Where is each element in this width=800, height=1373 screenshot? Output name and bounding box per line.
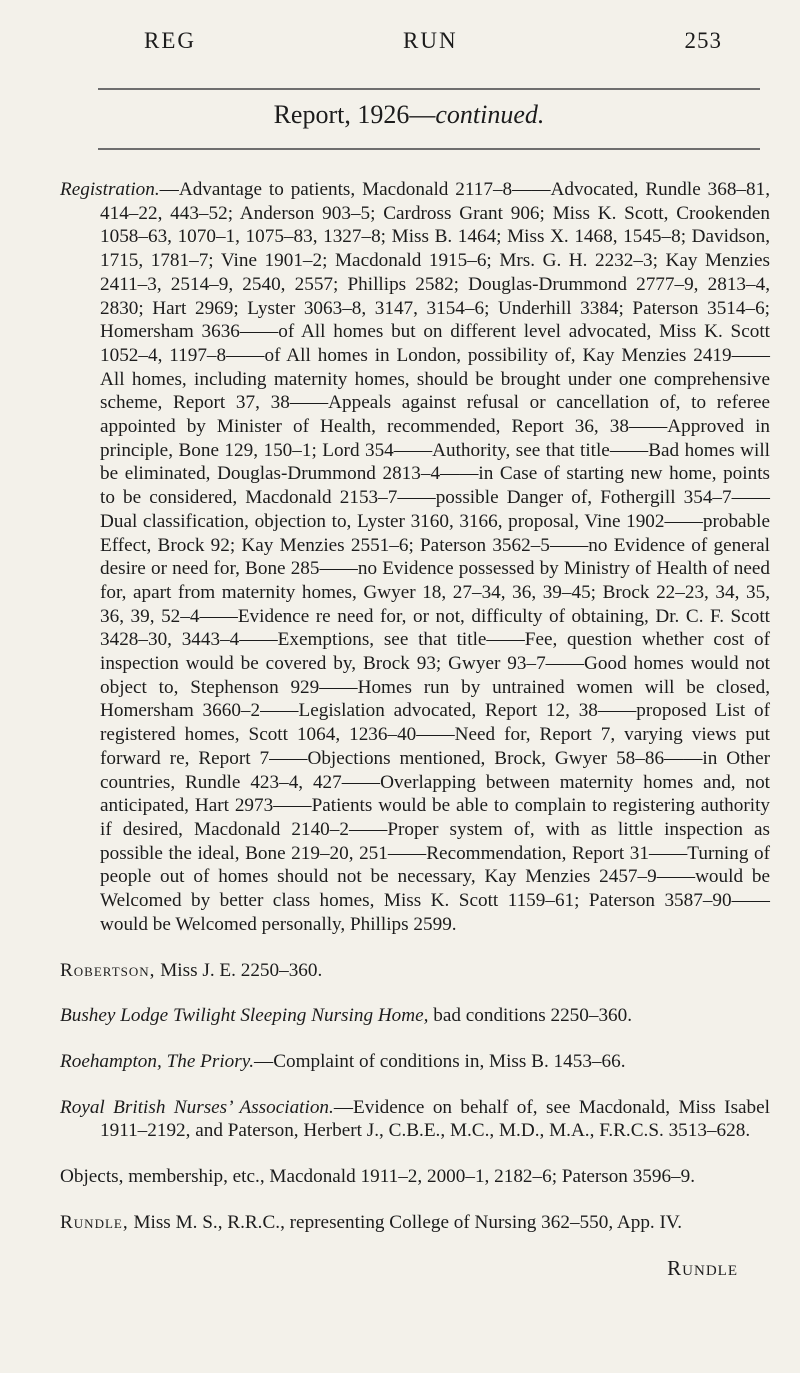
entry-body: —Evidence on behalf of, see Macdonald, Miss Isabel 1911–2192, and Paterson, Herbert J., C.B.E., M.C., M.D., M.A., F.R.C.S. 3513–628. — [100, 1096, 770, 1142]
index-entry — [60, 1050, 770, 1074]
header-rule-bottom — [98, 148, 760, 150]
index-entry — [60, 959, 770, 983]
header-center-word: RUN — [403, 28, 458, 53]
page-number: 253 — [684, 28, 722, 53]
subtitle-italic: continued. — [435, 100, 545, 129]
entry-body: —Complaint of conditions in, Miss B. 1453–66. — [254, 1050, 626, 1072]
entry-body: Miss J. E. 2250–360. — [155, 959, 323, 981]
entry-body: Miss M. S., R.R.C., representing College of Nursing 362–550, App. IV. — [128, 1211, 683, 1233]
entry-heading: Registration. — [60, 179, 160, 200]
header-rule-top — [98, 88, 760, 90]
index-entry — [60, 1096, 770, 1143]
entry-body: —Advantage to patients, Macdonald 2117–8——Advocated, Rundle 368–81, 414–22, 443–52; Anderson 903–5; Cardross Grant 906; Miss K. Scott, Crookenden 1058–63, 1070–1, 1075–83, 1327–8; Miss B. 1464; Miss X. 1468, 1545–8; Davidson, 1715, 1781–7; Vine 1901–2; Macdonald 1915–6; Mrs. G. H. 2232–3; Kay Menzies 2411–3, 2514–9, 2540, 2557; Phillips 2582; Douglas-Drummond 2777–9, 2813–4, 2830; Hart 2969; Lyster 3063–8, 3147, 3154–6; Underhill 3384; Paterson 3514–6; Homersham 3636——of All homes but on different level advocated, Miss K. Scott 1052–4, 1197–8——of All homes in London, possibility of, Kay Menzies 2419——All homes, including maternity homes, should be brought under one comprehensive scheme, Report 37, 38——Appeals against refusal or cancellation of, to referee appointed by Minister of Health, recommended, Report 36, 38——Approved in principle, Bone 129, 150–1; Lord 354——Authority, see that title——Bad homes will be eliminated, Douglas-Drummond 2813–4——in Case of starting new home, points to be considered, Macdonald 2153–7——possible Danger of, Fothergill 354–7——Dual classification, objection to, Lyster 3160, 3166, proposal, Vine 1902——probable Effect, Brock 92; Kay Menzies 2551–6; Paterson 3562–5——no Evidence of general desire or need for, Bone 285——no Evidence possessed by Ministry of Health of need for, apart from maternity homes, Gwyer 18, 27–34, 36, 39–45; Brock 22–23, 34, 35, 36, 39, 52–4——Evidence re need for, or not, difficulty of obtaining, Dr. C. F. Scott 3428–30, 3443–4——Exemptions, see that title——Fee, question whether cost of inspection would be covered by, Brock 93; Gwyer 93–7——Good homes would not object to, Stephenson 929——Homes run by untrained women will be closed, Homersham 3660–2——Legislation advocated, Report 12, 38——proposed List of registered homes, Scott 1064, 1236–40——Need for, Report 7, varying views put forward re, Report 7——Objections mentioned, Brock, Gwyer 58–86——in Other countries, Rundle 423–4, 427——Overlapping between maternity homes and, not anticipated, Hart 2973——Patients would be able to complain to registering authority if desired, Macdonald 2140–2——Proper system of, with as little inspection as possible the ideal, Bone 219–20, 251——Recommendation, Report 31——Turning of people out of homes should not be necessary, Kay Menzies 2457–9——would be Welcomed by better class homes, Miss K. Scott 1159–61; Paterson 3587–90——would be Welcomed personally, Phillips 2599. — [100, 179, 770, 935]
running-header — [48, 0, 770, 78]
index-entry — [60, 1004, 770, 1028]
index-entry — [60, 178, 770, 937]
entry-heading: Royal British Nurses’ Association. — [60, 1096, 334, 1118]
entry-heading: Roehampton, The Priory. — [60, 1050, 254, 1072]
entry-body: membership, etc., Macdonald 1911–2, 2000–1, 2182–6; Paterson 3596–9. — [123, 1166, 696, 1188]
index-entries — [60, 178, 770, 1256]
subtitle-roman: Report, 1926— — [273, 100, 436, 129]
section-subtitle — [0, 100, 800, 130]
entry-heading: Objects, — [60, 1166, 124, 1188]
entry-heading: Bushey Lodge Twilight Sleeping Nursing Home, — [60, 1005, 429, 1027]
entry-body: bad conditions 2250–360. — [428, 1005, 633, 1027]
index-entry — [60, 1211, 770, 1235]
entry-heading: Rundle, — [60, 1211, 129, 1233]
entry-heading: Robertson, — [60, 959, 156, 981]
catchword: Rundle — [667, 1256, 738, 1280]
header-left-word: REG — [144, 28, 196, 53]
index-entry — [60, 1165, 770, 1189]
